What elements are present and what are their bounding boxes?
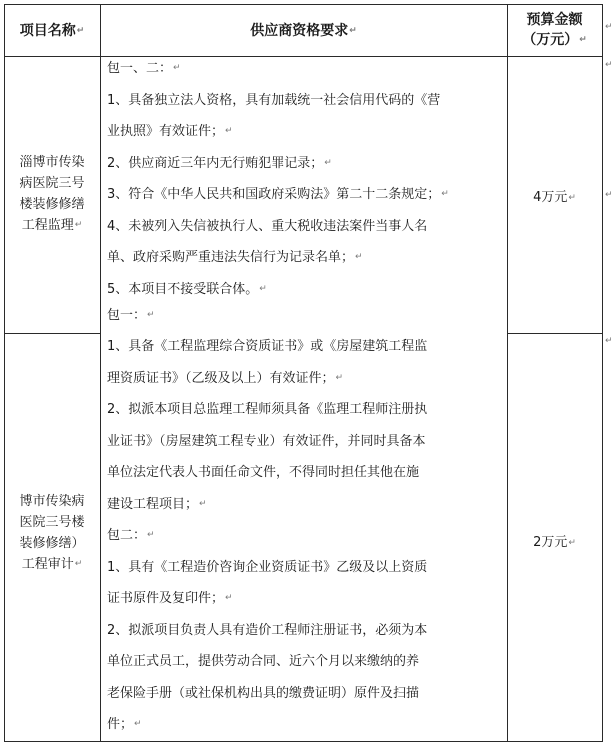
header-budget: 预算金额 （万元）↵ — [522, 12, 587, 48]
paragraph-mark: ↵ — [568, 192, 576, 203]
row1-project-name: 淄博市传染 病医院三号 楼装修修缮 工程监理↵ — [19, 155, 85, 233]
row1-budget: 4万元↵ — [533, 190, 576, 205]
paragraph-mark: ↵ — [579, 35, 587, 45]
header-project-name: 项目名称↵ — [19, 23, 85, 39]
row2-budget: 2万元↵ — [533, 535, 576, 550]
row2-project-name: 博市传染病 医院三号楼 装修修缮） 工程审计↵ — [19, 494, 85, 572]
row-end-mark: ↵ — [605, 60, 613, 70]
paragraph-mark: ↵ — [76, 26, 85, 36]
row-end-mark: ↵ — [605, 190, 613, 200]
row-end-mark: ↵ — [605, 336, 613, 346]
paragraph-mark: ↵ — [74, 559, 83, 569]
paragraph-mark: ↵ — [349, 26, 357, 36]
paragraph-mark: ↵ — [568, 537, 576, 548]
header-bottom-border — [4, 56, 603, 57]
table-top-border — [4, 4, 603, 5]
row1-bottom-border-left — [4, 333, 100, 334]
table-right-border — [602, 4, 603, 742]
column-divider-1 — [100, 4, 101, 742]
table-bottom-border — [4, 741, 603, 742]
row-end-mark: ↵ — [605, 22, 613, 32]
header-requirements: 供应商资格要求↵ — [250, 23, 357, 39]
row1-bottom-border-right — [507, 333, 603, 334]
table-left-border — [4, 4, 5, 742]
column-divider-2 — [507, 4, 508, 742]
paragraph-mark: ↵ — [74, 220, 83, 230]
